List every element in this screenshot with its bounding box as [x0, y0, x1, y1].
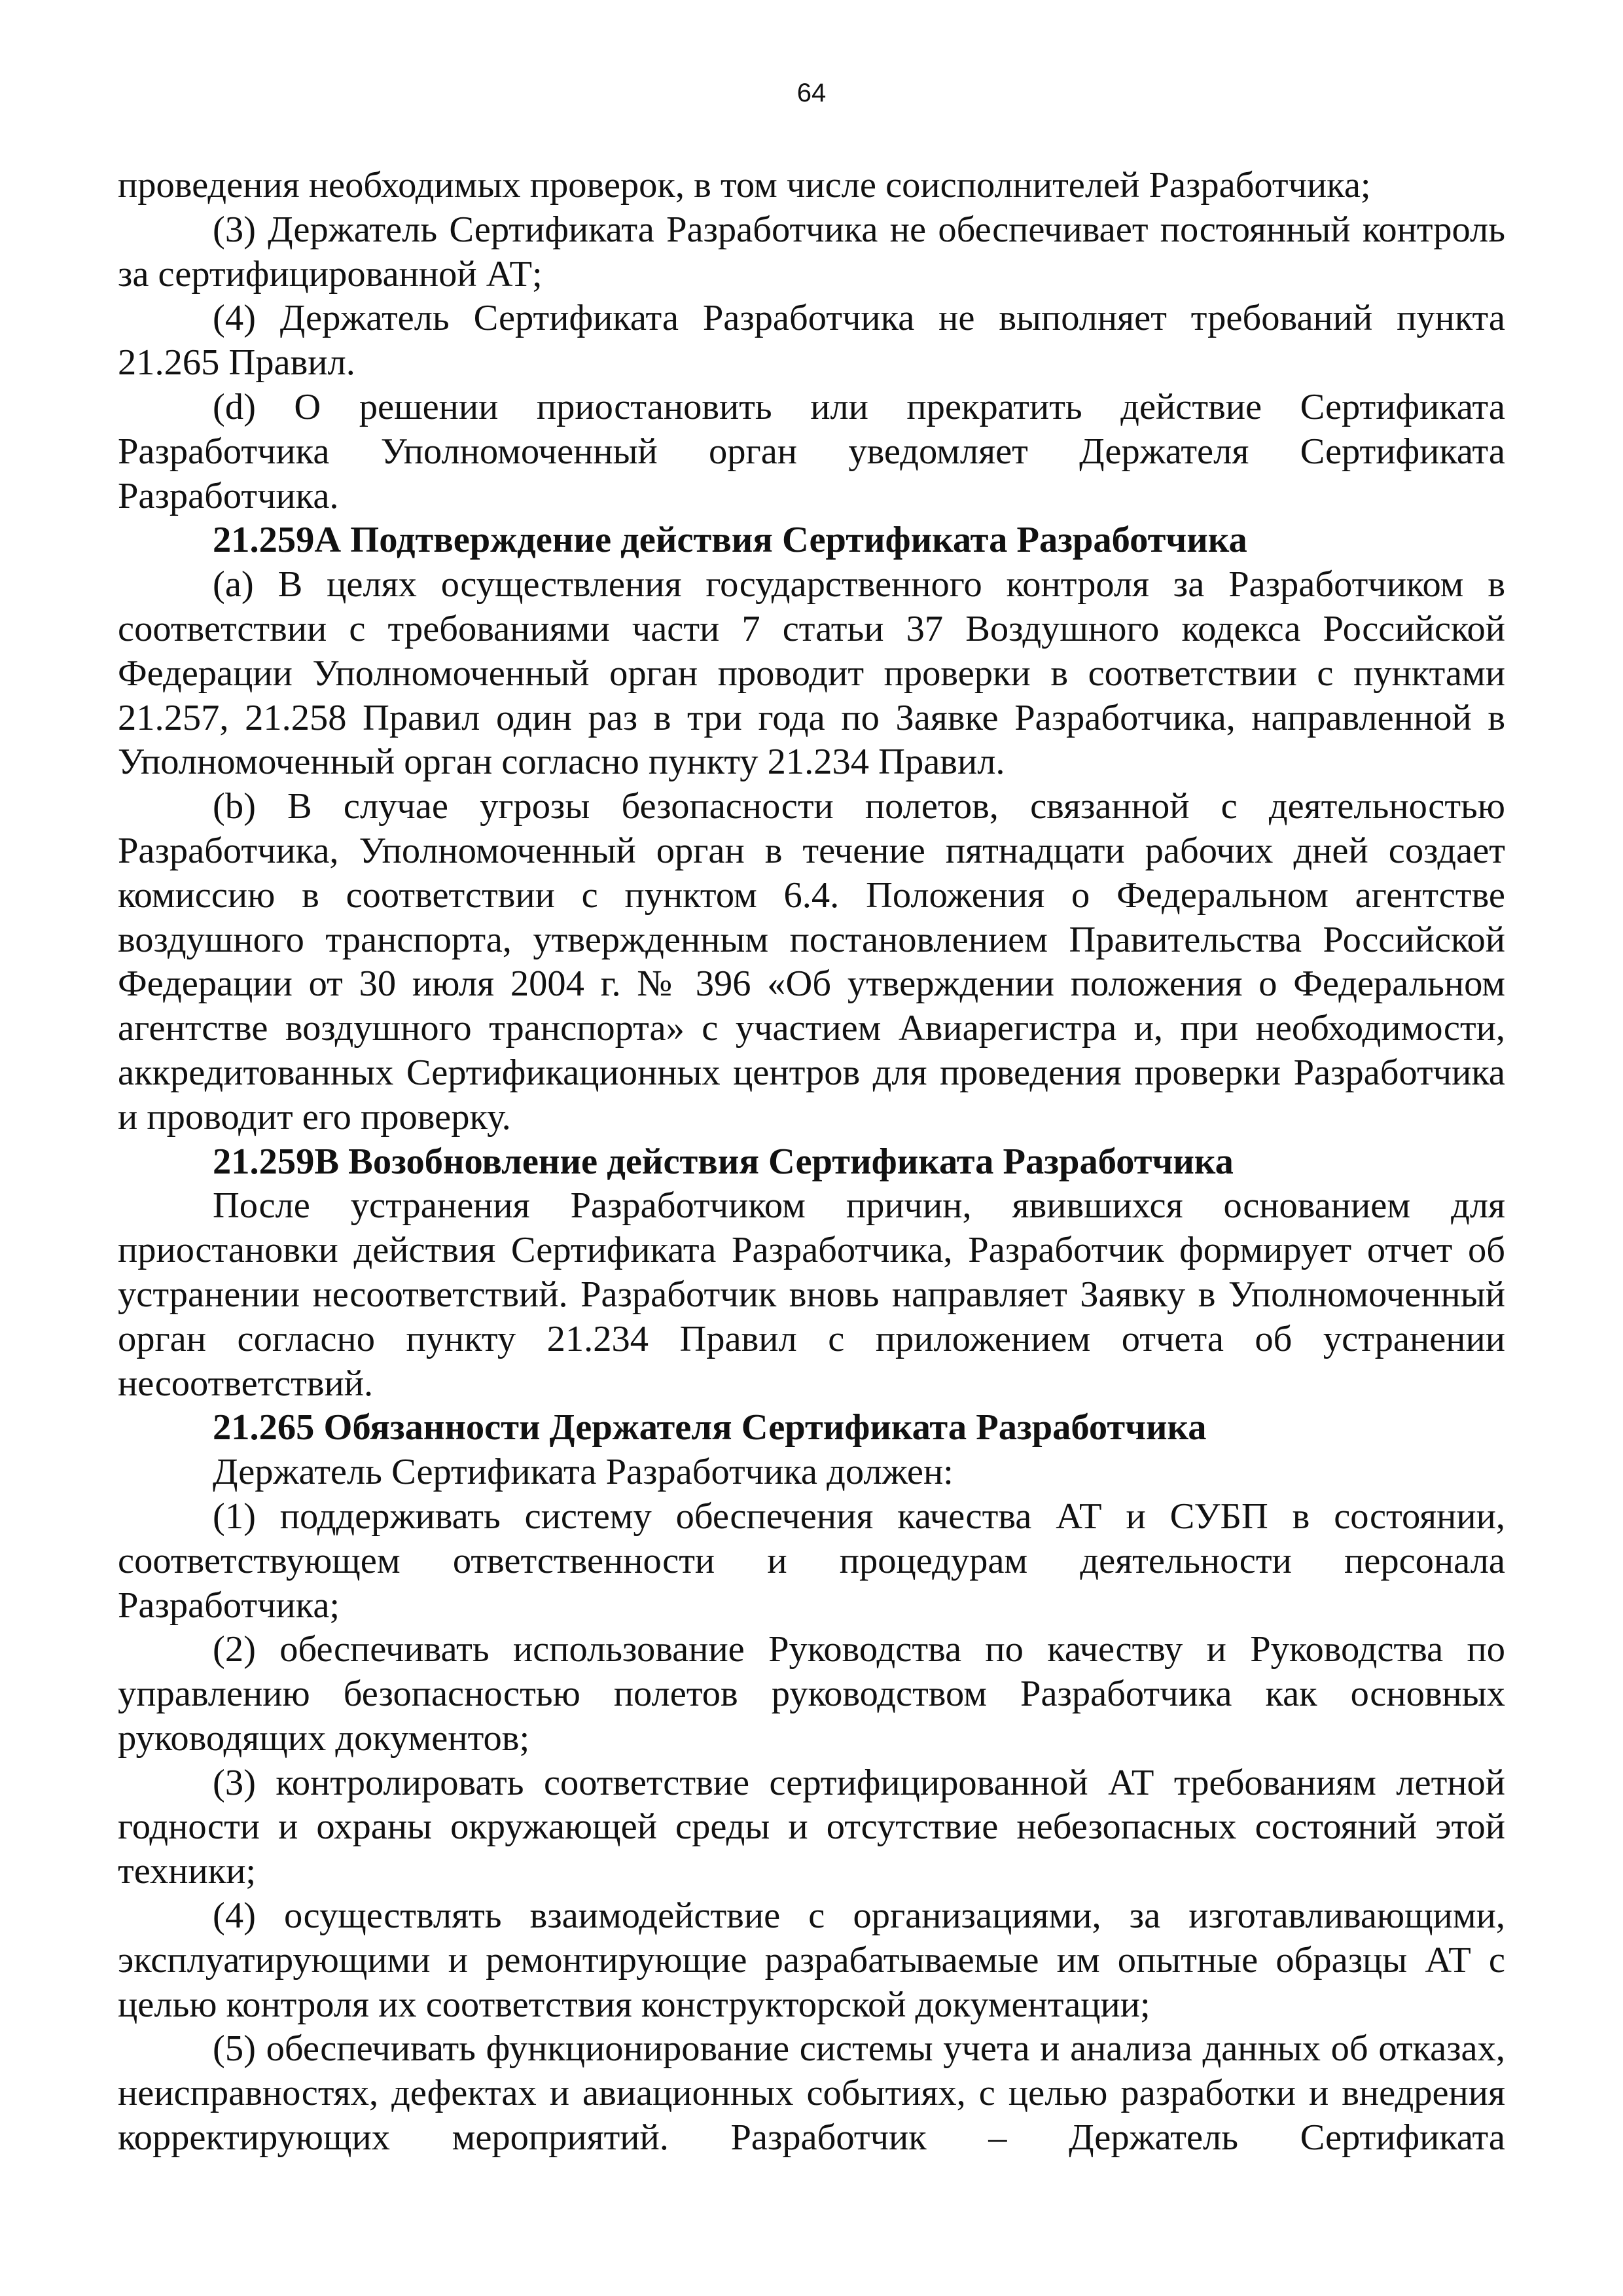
- paragraph: (4) Держатель Сертификата Разработчика не выполняет требований пункта 21.265 Правил.: [118, 298, 1505, 384]
- section-heading: 21.259В Возобновление действия Сертификата Разработчика: [213, 1141, 1234, 1182]
- document-body: [118, 164, 1505, 2161]
- paragraph: (3) контролировать соответствие сертифицированной АТ требованиям летной годности и охраны окружающей среды и отсутствие небезопасных состояний этой техники;: [118, 1762, 1505, 1892]
- paragraph: (а) В целях осуществления государственного контроля за Разработчиком в соответствии с требованиями части 7 статьи 37 Воздушного кодекса Российской Федерации Уполномоченный орган проводит проверки в соответствии с пунктами 21.257, 21.258 Правил один раз в три года по Заявке Разработчика, направленной в Уполномоченный орган согласно пункту 21.234 Правил.: [118, 564, 1505, 783]
- paragraph: проведения необходимых проверок, в том числе соисполнителей Разработчика;: [118, 165, 1371, 206]
- paragraph: (1) поддерживать систему обеспечения качества АТ и СУБП в состоянии, соответствующем ответственности и процедурам деятельности персонала Разработчика;: [118, 1496, 1505, 1626]
- paragraph: (4) осуществлять взаимодействие с организациями, за изготавливающими, эксплуатирующими и ремонтирующие разрабатываемые им опытные образцы АТ с целью контроля их соответствия конструкторской документации;: [118, 1895, 1505, 2025]
- page-number: 64: [796, 79, 827, 107]
- paragraph: (3) Держатель Сертификата Разработчика не обеспечивает постоянный контроль за сертифицированной АТ;: [118, 209, 1505, 295]
- section-heading: 21.259А Подтверждение действия Сертификата Разработчика: [213, 520, 1247, 561]
- paragraph: (5) обеспечивать функционирование системы учета и анализа данных об отказах, неисправностях, дефектах и авиационных событиях, с целью разработки и внедрения корректирующих мероприятий. Разработчик – Держатель Сертификата: [118, 2028, 1505, 2159]
- paragraph: (d) О решении приостановить или прекратить действие Сертификата Разработчика Уполномоченный орган уведомляет Держателя Сертификата Разработчика.: [118, 386, 1505, 516]
- paragraph: (2) обеспечивать использование Руководства по качеству и Руководства по управлению безопасностью полетов руководством Разработчика как основных руководящих документов;: [118, 1629, 1505, 1759]
- paragraph: Держатель Сертификата Разработчика должен:: [213, 1452, 954, 1493]
- section-heading: 21.265 Обязанности Держателя Сертификата Разработчика: [213, 1407, 1207, 1448]
- paragraph: После устранения Разработчиком причин, явившихся основанием для приостановки действия Сертификата Разработчика, Разработчик формирует отчет об устранении несоответствий. Разработчик вновь направляет Заявку в Уполномоченный орган согласно пункту 21.234 Правил с приложением отчета об устранении несоответствий.: [118, 1185, 1505, 1404]
- paragraph: (b) В случае угрозы безопасности полетов, связанной с деятельностью Разработчика, Уполномоченный орган в течение пятнадцати рабочих дней создает комиссию в соответствии с пунктом 6.4. Положения о Федеральном агентстве воздушного транспорта, утвержденным постановлением Правительства Российской Федерации от 30 июля 2004 г. № 396 «Об утверждении положения о Федеральном агентстве воздушного транспорта» с участием Авиарегистра и, при необходимости, аккредитованных Сертификационных центров для проведения проверки Разработчика и проводит его проверку.: [118, 786, 1505, 1138]
